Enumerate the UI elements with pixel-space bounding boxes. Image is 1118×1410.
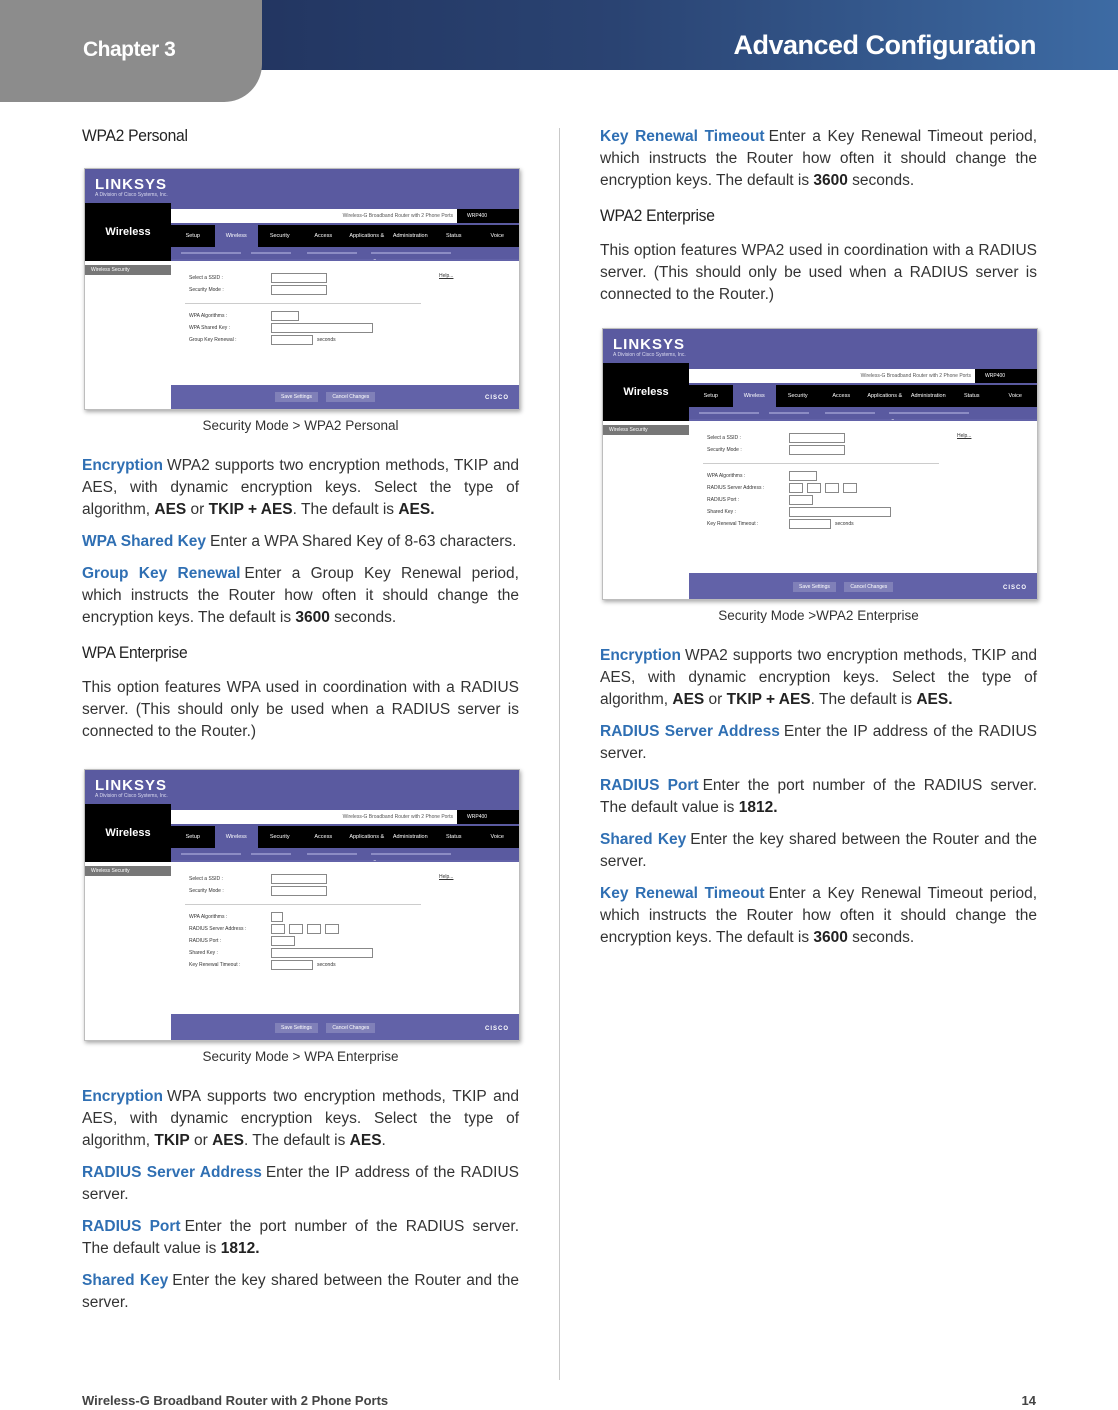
save-settings-button[interactable]: Save Settings [793, 582, 836, 592]
heading-wpa2-personal: WPA2 Personal [82, 126, 188, 145]
tab-security[interactable]: Security [787, 393, 808, 399]
tab-voice[interactable]: Voice [490, 233, 504, 239]
radius-ip-2[interactable] [807, 483, 821, 493]
key-timeout-input[interactable] [271, 960, 313, 970]
cisco-logo: CISCO [1002, 585, 1027, 591]
column-divider [559, 128, 560, 1380]
tab-wireless[interactable]: Wireless [215, 826, 259, 848]
key-timeout-input[interactable] [789, 519, 831, 529]
radius-ip-3[interactable] [825, 483, 839, 493]
tab-wireless[interactable]: Wireless [733, 385, 777, 407]
heading-wpa-enterprise: WPA Enterprise [82, 643, 188, 662]
radius-ip-1[interactable] [271, 924, 285, 934]
algorithm-select[interactable] [271, 912, 283, 922]
radius-ip-1[interactable] [789, 483, 803, 493]
para-key-renewal-timeout: Key Renewal Timeout Enter a Key Renewal Timeout period, which instructs the Router how often it should change the encryption keys. The default is 3600 seconds. [600, 128, 1037, 189]
ssid-select[interactable] [271, 273, 327, 283]
para-wpa2-enterprise-intro: This option features WPA2 used in coordination with a RADIUS server. (This should only be used when a RADIUS server is connected to the Router.) [600, 242, 1037, 303]
cisco-logo: CISCO [484, 1026, 509, 1032]
radius-port-input[interactable] [271, 936, 295, 946]
help-link[interactable]: Help... [439, 273, 454, 279]
chapter-label: Chapter 3 [83, 38, 176, 61]
tab-administration[interactable]: Administration [910, 393, 946, 399]
tab-applications[interactable]: Applications & [349, 834, 385, 840]
shared-key-input[interactable] [271, 323, 373, 333]
cisco-logo: CISCO [484, 395, 509, 401]
section-title: Advanced Configuration [733, 30, 1036, 60]
tab-access[interactable]: Access [314, 834, 333, 840]
tab-security[interactable]: Security [269, 834, 290, 840]
tab-applications[interactable]: Applications & [349, 233, 385, 239]
algorithm-select[interactable] [789, 471, 817, 481]
left-column [82, 126, 519, 1324]
help-link[interactable]: Help... [957, 433, 972, 439]
radius-ip-4[interactable] [843, 483, 857, 493]
screenshot-wpa-enterprise: LINKSYS A Division of Cisco Systems, Inc. Wireless Wireless Security Wireless-G Broadband Router with 2 Phone Ports WRP400 Setup Wireless Security Access Applications & Administration Status Voice Select a SSID : Security Mode : WPA Algorithms : RADIUS Server Address : RADIUS Port : Shared Key : Key Renewal Timeout : seconds Help... Save Settings Cancel Changes CISCO [84, 769, 520, 1041]
radius-port-input[interactable] [789, 495, 813, 505]
group-renewal-input[interactable] [271, 335, 313, 345]
para-group-key-renewal: Group Key Renewal Enter a Group Key Renewal period, which instructs the Router how often it should change the encryption keys. The default is 3600 seconds. [82, 565, 519, 626]
para-radius-server-address: RADIUS Server Address Enter the IP address of the RADIUS server. [600, 723, 1037, 762]
tab-access[interactable]: Access [832, 393, 851, 399]
tab-voice[interactable]: Voice [1008, 393, 1022, 399]
cancel-changes-button[interactable]: Cancel Changes [326, 1023, 375, 1033]
para-encryption: Encryption WPA2 supports two encryption methods, TKIP and AES, with dynamic encryption keys. Select the type of algorithm, AES or TKIP + AES. The default is AES. [600, 647, 1037, 708]
para-wpa-shared-key: WPA Shared Key Enter a WPA Shared Key of 8-63 characters. [82, 533, 517, 550]
caption-wpa2-enterprise: Security Mode >WPA2 Enterprise [718, 608, 919, 623]
tab-access[interactable]: Access [314, 233, 333, 239]
screenshot-wpa2-personal: LINKSYS A Division of Cisco Systems, Inc. Wireless Wireless Security Wireless-G Broadband Router with 2 Phone Ports WRP400 Setup Wireless Security Access Applications & Administration Status Voice Select a SSID : Security Mode : WPA Algorithms : WPA Shared Key : Group Key Renewal : seconds Help... Save Settings Cancel Changes CISCO [84, 168, 520, 410]
ssid-select[interactable] [271, 874, 327, 884]
tab-wireless[interactable]: Wireless [215, 225, 259, 247]
radius-ip-3[interactable] [307, 924, 321, 934]
security-mode-select[interactable] [271, 285, 327, 295]
para-shared-key: Shared Key Enter the key shared between the Router and the server. [600, 831, 1037, 870]
tab-administration[interactable]: Administration [392, 233, 428, 239]
caption-wpa-enterprise: Security Mode > WPA Enterprise [202, 1049, 399, 1064]
para-radius-port: RADIUS Port Enter the port number of the RADIUS server. The default value is 1812. [82, 1218, 519, 1257]
cancel-changes-button[interactable]: Cancel Changes [326, 392, 375, 402]
para-encryption: Encryption WPA2 supports two encryption methods, TKIP and AES, with dynamic encryption keys. Select the type of algorithm, AES or TKIP + AES. The default is AES. [82, 457, 519, 518]
ssid-select[interactable] [789, 433, 845, 443]
shared-key-input[interactable] [271, 948, 373, 958]
tab-administration[interactable]: Administration [392, 834, 428, 840]
heading-wpa2-enterprise: WPA2 Enterprise [600, 206, 715, 225]
para-radius-server-address: RADIUS Server Address Enter the IP address of the RADIUS server. [82, 1164, 519, 1203]
right-column [600, 126, 1037, 959]
para-wpa-enterprise-intro: This option features WPA used in coordination with a RADIUS server. (This should only be used when a RADIUS server is connected to the Router.) [82, 679, 519, 740]
save-settings-button[interactable]: Save Settings [275, 1023, 318, 1033]
tab-security[interactable]: Security [269, 233, 290, 239]
para-radius-port: RADIUS Port Enter the port number of the RADIUS server. The default value is 1812. [600, 777, 1037, 816]
para-encryption: Encryption WPA supports two encryption methods, TKIP and AES, with dynamic encryption keys. Select the type of algorithm, TKIP or AES. The default is AES. [82, 1088, 519, 1149]
security-mode-select[interactable] [789, 445, 845, 455]
help-link[interactable]: Help... [439, 874, 454, 880]
cancel-changes-button[interactable]: Cancel Changes [844, 582, 893, 592]
linksys-logo: LINKSYS [95, 176, 168, 193]
para-key-renewal-timeout: Key Renewal Timeout Enter a Key Renewal Timeout period, which instructs the Router how often it should change the encryption keys. The default is 3600 seconds. [600, 885, 1037, 946]
footer-product: Wireless-G Broadband Router with 2 Phone Ports [82, 1393, 389, 1408]
save-settings-button[interactable]: Save Settings [275, 392, 318, 402]
tab-applications[interactable]: Applications & [867, 393, 903, 399]
shared-key-input[interactable] [789, 507, 891, 517]
chapter-tab [0, 0, 262, 102]
security-mode-select[interactable] [271, 886, 327, 896]
tab-status[interactable]: Status [963, 393, 980, 399]
tab-status[interactable]: Status [445, 834, 462, 840]
para-shared-key: Shared Key Enter the key shared between the Router and the server. [82, 1272, 519, 1311]
tab-setup[interactable]: Setup [703, 393, 718, 399]
algorithm-select[interactable] [271, 311, 299, 321]
radius-ip-2[interactable] [289, 924, 303, 934]
tab-voice[interactable]: Voice [490, 834, 504, 840]
radius-ip-4[interactable] [325, 924, 339, 934]
caption-wpa2-personal: Security Mode > WPA2 Personal [202, 418, 399, 433]
page-number: 14 [1021, 1393, 1036, 1408]
tab-status[interactable]: Status [445, 233, 462, 239]
screenshot-wpa2-enterprise: LINKSYS A Division of Cisco Systems, Inc. Wireless Wireless Security Wireless-G Broadband Router with 2 Phone Ports WRP400 Setup Wireless Security Access Applications & Administration Status Voice Select a SSID : Security Mode : WPA Algorithms : RADIUS Server Address : RADIUS Port : Shared Key : Key Renewal Timeout : seconds Help... Save Settings Cancel Changes CISCO [602, 328, 1038, 600]
tab-setup[interactable]: Setup [185, 834, 200, 840]
tab-setup[interactable]: Setup [185, 233, 200, 239]
